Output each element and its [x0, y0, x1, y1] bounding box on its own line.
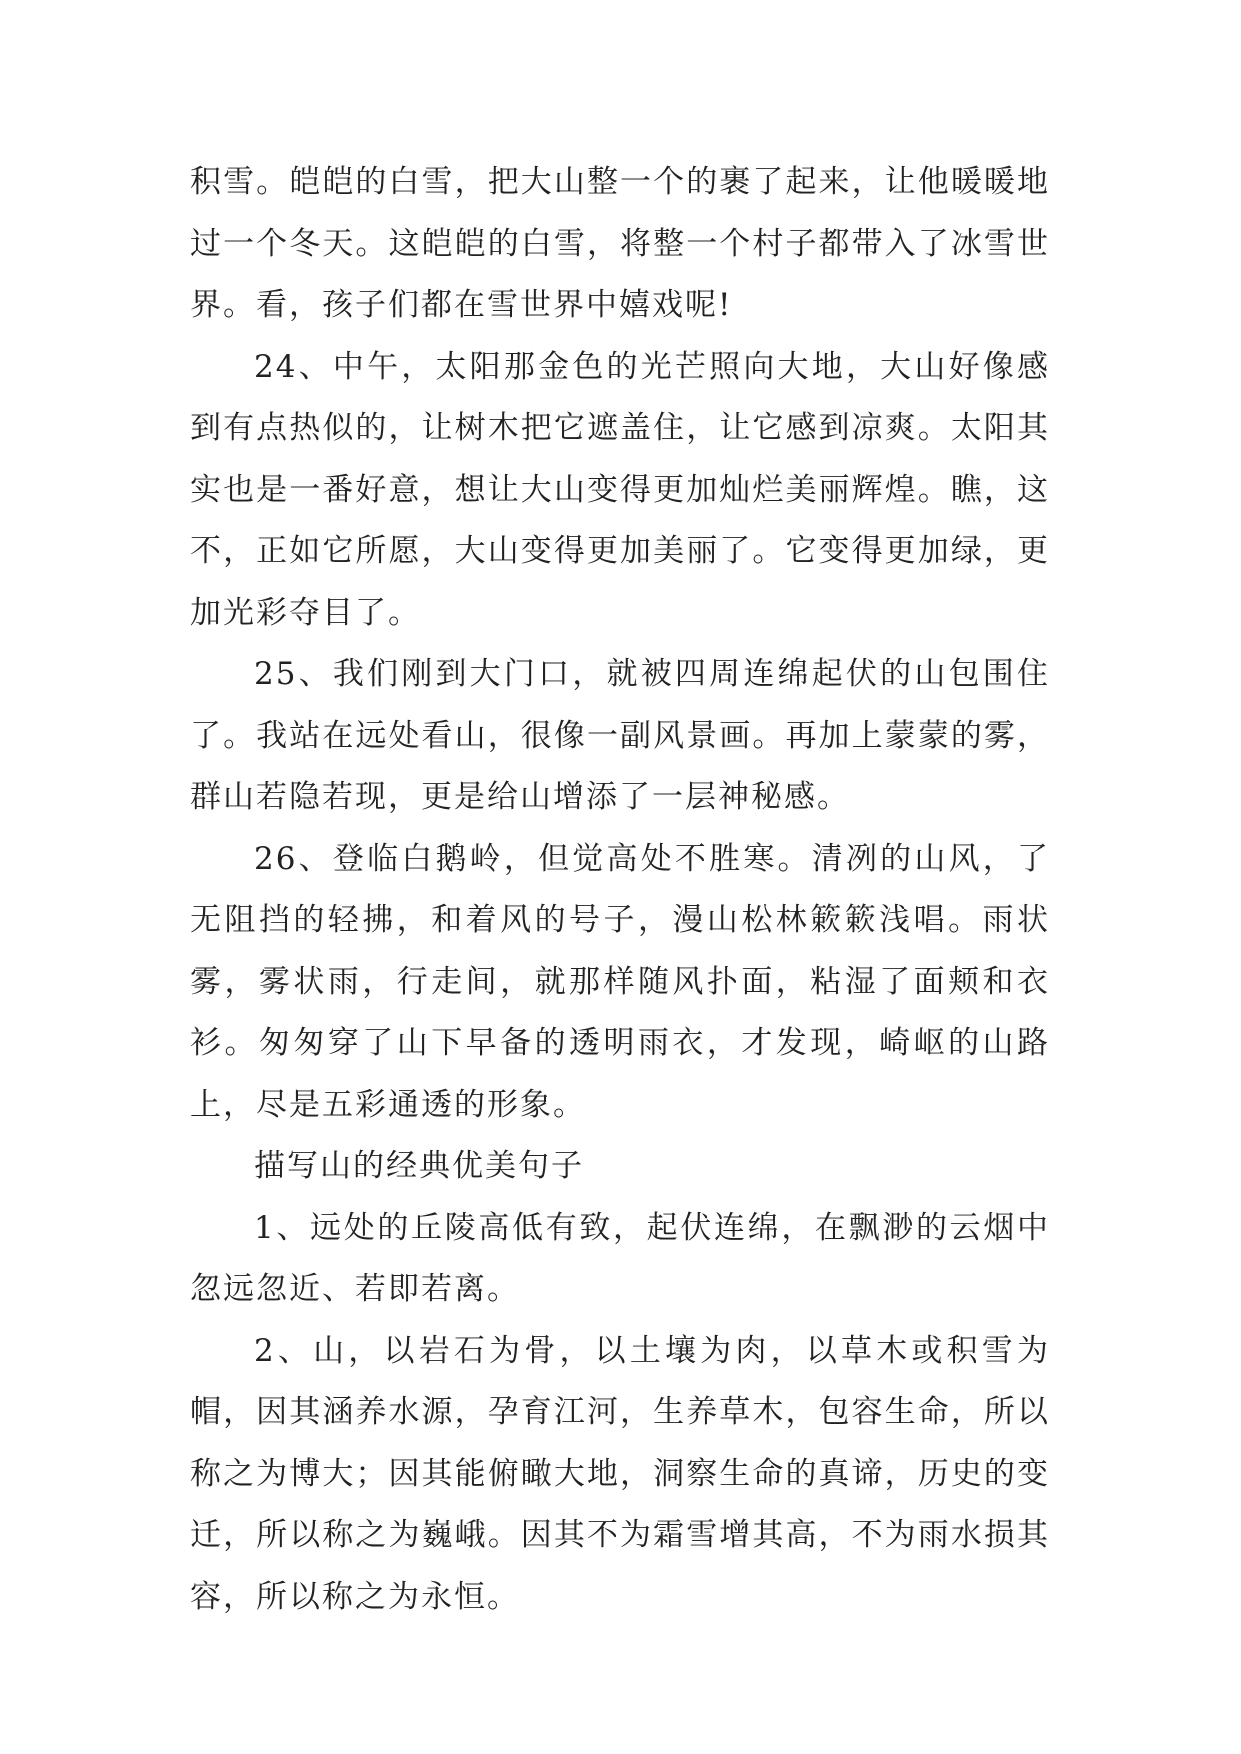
paragraph-continued-snow: 积雪。皑皑的白雪，把大山整一个的裹了起来，让他暖暖地过一个冬天。这皑皑的白雪，将整一个村子都带入了冰雪世界。看，孩子们都在雪世界中嬉戏呢!: [190, 164, 1050, 323]
paragraph-2: 2、山，以岩石为骨，以土壤为肉，以草木或积雪为帽，因其涵养水源，孕育江河，生养草木，包容生命，所以称之为博大；因其能俯瞰大地，洞察生命的真谛，历史的变迁，所以称之为巍峨。因其不为霜雪增其高，不为雨水损其容，所以称之为永恒。: [190, 1332, 1050, 1615]
section-heading: 描写山的经典优美句子: [254, 1148, 584, 1184]
document-body: [190, 152, 1050, 1628]
paragraph-26: 26、登临白鹅岭，但觉高处不胜寒。清冽的山风，了无阻挡的轻拂，和着风的号子，漫山松林簌簌浅唱。雨状雾，雾状雨，行走间，就那样随风扑面，粘湿了面颊和衣衫。匆匆穿了山下早备的透明雨衣，才发现，崎岖的山路上，尽是五彩通透的形象。: [190, 840, 1050, 1123]
paragraph-1: 1、远处的丘陵高低有致，起伏连绵，在飘渺的云烟中忽远忽近、若即若离。: [190, 1209, 1050, 1307]
paragraph-25: 25、我们刚到大门口，就被四周连绵起伏的山包围住了。我站在远处看山，很像一副风景画。再加上蒙蒙的雾，群山若隐若现，更是给山增添了一层神秘感。: [190, 656, 1050, 815]
paragraph-24: 24、中午，太阳那金色的光芒照向大地，大山好像感到有点热似的，让树木把它遮盖住，让它感到凉爽。太阳其实也是一番好意，想让大山变得更加灿烂美丽辉煌。瞧，这不，正如它所愿，大山变得更加美丽了。它变得更加绿，更加光彩夺目了。: [190, 348, 1050, 631]
